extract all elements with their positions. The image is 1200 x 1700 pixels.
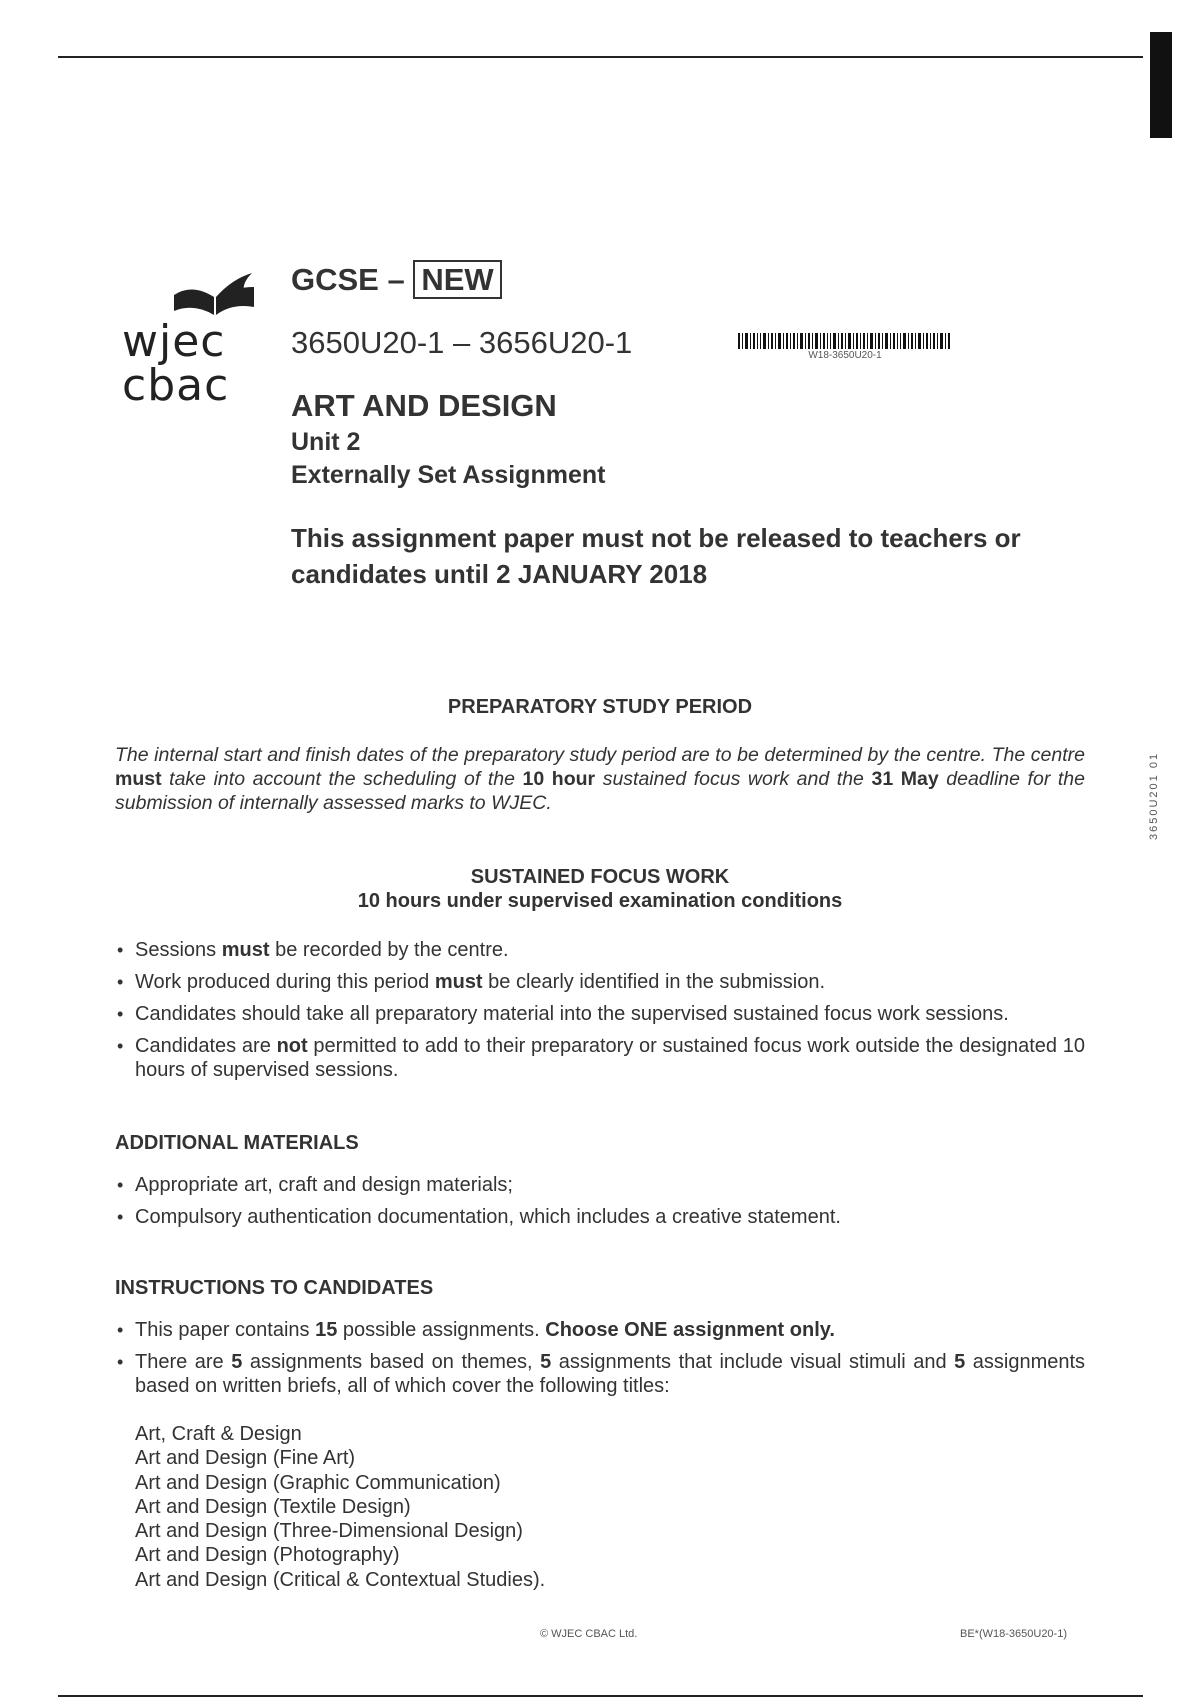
list-item: • Sessions must be recorded by the centre. <box>115 938 1085 962</box>
instructions-heading: INSTRUCTIONS TO CANDIDATES <box>115 1277 434 1299</box>
titles-list <box>135 1422 545 1592</box>
list-item: • Work produced during this period must be clearly identified in the submission. <box>115 970 1085 994</box>
sustained-heading: SUSTAINED FOCUS WORK <box>470 866 730 888</box>
sustained-list <box>115 938 1085 1090</box>
list-item: • Candidates are not permitted to add to their preparatory or sustained focus work outside the designated 10 hours of supervised sessions. <box>115 1034 1085 1082</box>
materials-heading: ADDITIONAL MATERIALS <box>115 1132 359 1154</box>
prep-must: must <box>115 768 162 790</box>
new-badge: NEW <box>413 260 501 299</box>
bottom-rule <box>58 1695 1143 1697</box>
qualification-title <box>291 262 502 298</box>
barcode-label: W18-3650U20-1 <box>808 350 882 361</box>
prep-text-3: sustained focus work and the <box>602 768 864 790</box>
title-item: Art and Design (Graphic Communication) <box>135 1471 501 1494</box>
title-item: Art and Design (Three-Dimensional Design) <box>135 1520 523 1543</box>
subject-title: ART AND DESIGN <box>291 388 557 423</box>
qualification-label: GCSE – <box>291 262 405 297</box>
paper-codes: 3650U20-1 – 3656U20-1 <box>291 325 633 360</box>
list-item: • Compulsory authentication documentation, which includes a creative statement. <box>115 1205 1085 1229</box>
list-item: • Candidates should take all preparatory material into the supervised sustained focus work sessions. <box>115 1002 1085 1026</box>
side-code <box>1142 751 1172 840</box>
barcode <box>738 333 952 349</box>
prep-text-1: The internal start and finish dates of the preparatory study period are to be determined by the centre. The centre <box>115 744 1085 766</box>
instructions-list <box>115 1318 1085 1406</box>
preparatory-text <box>115 743 1085 815</box>
unit-label: Unit 2 <box>291 428 361 456</box>
paper-reference: BE*(W18-3650U20-1) <box>960 1628 1067 1640</box>
prep-ten-hour: 10 hour <box>522 768 596 790</box>
list-item: • This paper contains 15 possible assignments. Choose ONE assignment only. <box>115 1318 1085 1342</box>
top-rule <box>58 56 1143 58</box>
logo-line-2: cbac <box>122 360 230 411</box>
wjec-logo <box>122 268 252 411</box>
list-item: • There are 5 assignments based on themes, 5 assignments that include visual stimuli and 5 assignments based on written briefs, all of which cover the following titles: <box>115 1350 1085 1398</box>
assignment-type: Externally Set Assignment <box>291 461 606 489</box>
copyright: © WJEC CBAC Ltd. <box>540 1628 638 1640</box>
preparatory-heading: PREPARATORY STUDY PERIOD <box>447 696 753 718</box>
prep-text-2: take into account the scheduling of the <box>169 768 515 790</box>
edge-marker <box>1150 32 1172 138</box>
prep-text-4: deadline for the submission of internally assessed marks to WJEC. <box>115 768 1085 814</box>
logo-line-1: wjec <box>122 316 226 367</box>
title-item: Art and Design (Fine Art) <box>135 1447 356 1470</box>
title-item: Art and Design (Photography) <box>135 1544 400 1567</box>
side-code-text: 3650U201 01 <box>1148 751 1160 840</box>
list-item: • Appropriate art, craft and design materials; <box>115 1173 1085 1197</box>
materials-list <box>115 1173 1085 1237</box>
prep-may: 31 May <box>871 768 939 790</box>
sustained-subheading: 10 hours under supervised examination conditions <box>357 890 843 912</box>
title-item: Art and Design (Textile Design) <box>135 1495 411 1518</box>
title-item: Art, Craft & Design <box>135 1423 302 1445</box>
title-item: Art and Design (Critical & Contextual Studies). <box>135 1568 546 1591</box>
release-notice: This assignment paper must not be released to teachers or candidates until 2 JANUARY 2018 <box>291 523 1021 589</box>
